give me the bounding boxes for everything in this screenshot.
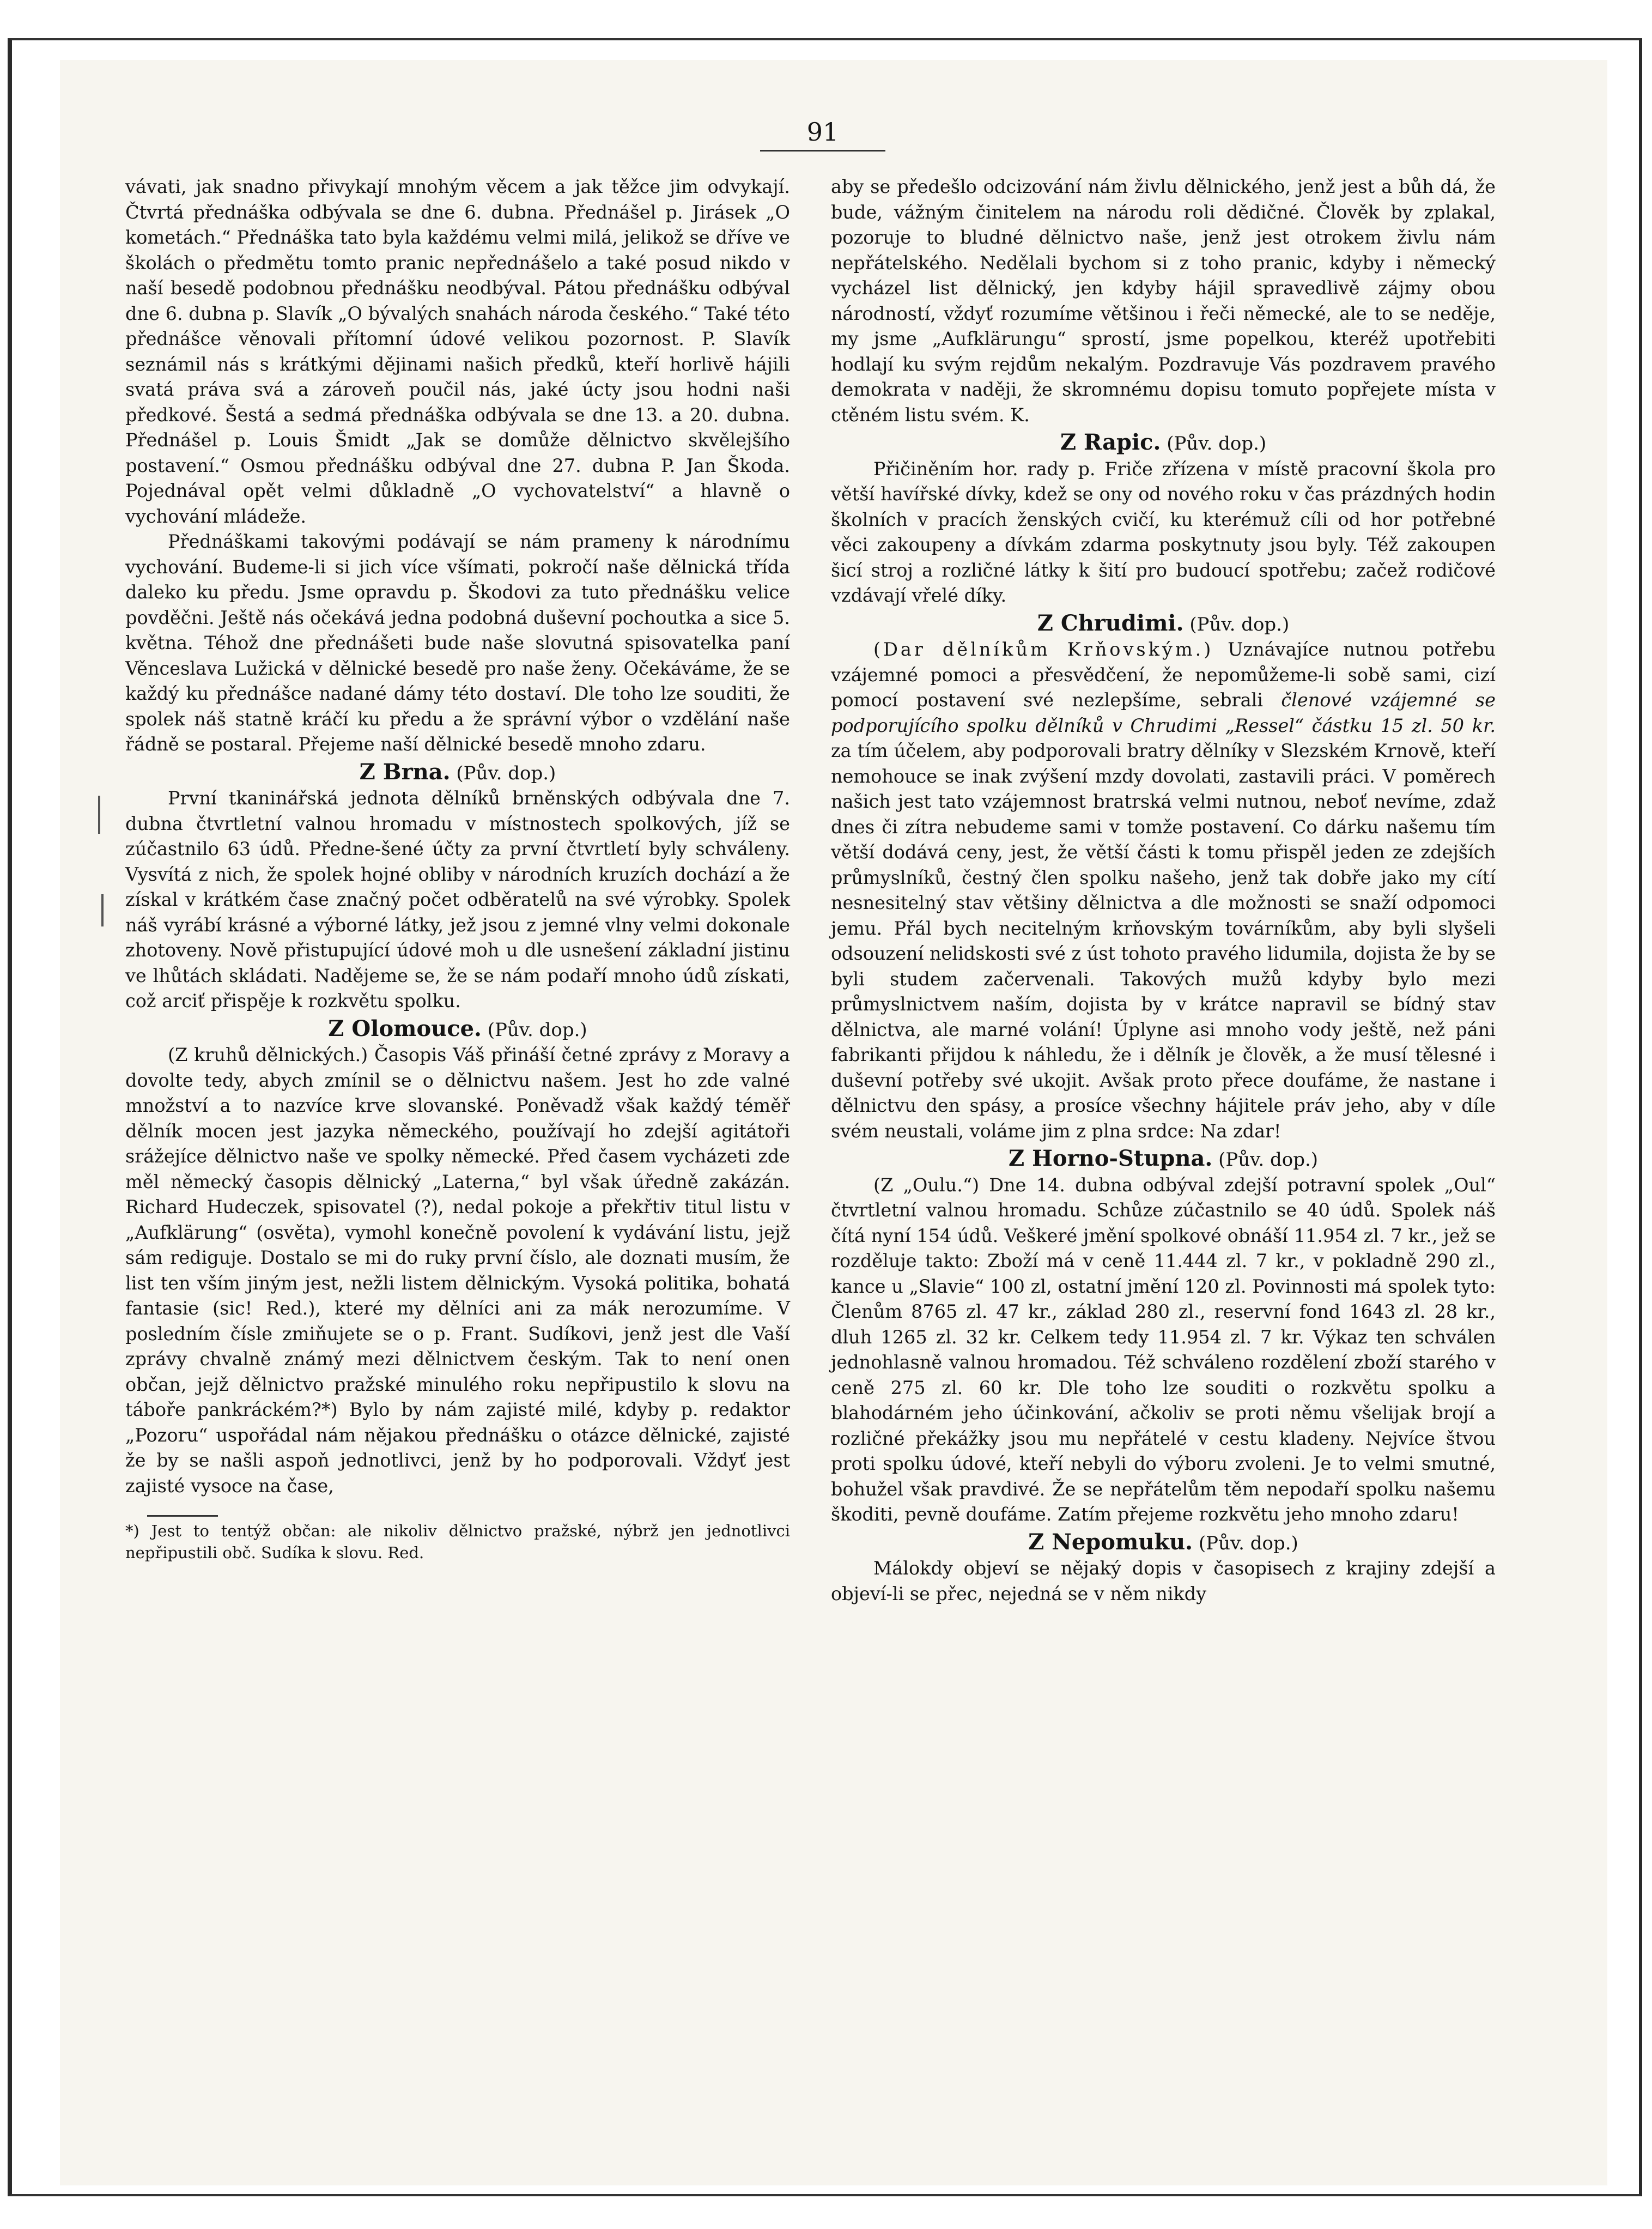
article-paragraph: (Z kruhů dělnických.) Časopis Váš přináší četné zprávy z Moravy a dovolte tedy, abych zmínil se o dělnictvu našem. Jest ho zde valné množství a to nazvíce krve slovanské. Poněvadž však každý téměř dělník mocen jest jazyka německého, používají ho zdejší agitátoři srážejíce dělnictvo naše ve spolky německé. Před časem vycházeti zde měl německý časopis dělnický „Laterna,“ byl však úředně zakázán. Richard Hudeczek, spisovatel (?), nedal pokoje a překřtiv titul listu v „Aufklärung“ (osvěta), vymohl konečně povolení k vydávání listu, jejž sám rediguje. Dostalo se mi do ruky první číslo, ale doznati musím, že list ten vším jiným jest, nežli listem dělnickým. Vysoká politika, bohatá fantasie (sic! Red.), které my dělníci ani za mák nerozumíme. V posledním čísle zmiňujete se o p. Frant. Sudíkovi, jenž jest dle Vaší zprávy chvalně známý mezi dělnictvem českým. Tak to není onen občan, jejž dělnictvo pražské minulého roku nepřipustilo k slovu na táboře pankráckém?*) Bylo by nám zajisté milé, kdyby p. redaktor „Pozoru“ uspořádal nám nějakou přednášku o otázce dělnické, zajisté že by se našli aspoň jednotlivci, jenž by ho podporovali. Vždyť jest zajisté vysoce na čase, (125, 1044, 790, 1497)
spaced-lead: (Dar dělníkům Krňovským.) (873, 639, 1214, 660)
page-number: 91 (760, 117, 885, 152)
heading-tag: (Pův. dop.) (1198, 1532, 1298, 1554)
margin-mark (98, 796, 100, 834)
article-paragraph: Přednáškami takovými podávají se nám prameny k národnímu vychování. Budeme-li si jich více všímati, pokročí naše dělnická třída daleko ku předu. Jsme opravdu p. Škodovi za tuto přednášku velice povděčni. Ještě nás očekává jedna podobná duševní pochoutka a sice 5. května. Téhož dne přednášeti bude naše slovutná spisovatelka paní Věnceslava Lužická v dělnické besedě pro naše ženy. Očekáváme, že se každý ku přednášce nadané dámy této dostaví. Dle toho lze souditi, že spolek náš statně kráčí ku předu a že správní výbor o vzdělání naše řádně se postaral. Přejeme naší dělnické besedě mnoho zdaru. (125, 531, 790, 755)
article-paragraph (831, 637, 1496, 1144)
section-heading-rapic (831, 430, 1496, 457)
article-paragraph: aby se předešlo odcizování nám živlu dělnického, jenž jest a bůh dá, že bude, vážným činitelem na národu roli dědičné. Člověk by zplakal, pozoruje to bludné dělnictvo naše, jenž jest otrokem živlu nám nepřátelského. Nedělali bychom si z toho pranic, kdyby i německý vycházel list dělnický, jen kdyby hájil spravedlivě zájmy obou národností, vždyť rozumíme většinou i řeči německé, ale to se neděje, my jsme „Aufklärungu“ sprostí, jsme popelkou, kteréž upotřebiti hodlají ku svým rejdům nekalým. Pozdravuje Vás pozdravem pravého demokrata v naději, že skromnému dopisu tomuto popřejete místa v ctěném listu svém. K. (831, 176, 1496, 426)
heading-place: Z Olomouce. (328, 1015, 482, 1041)
section-heading-chrudim (831, 611, 1496, 638)
section-heading-brna (125, 760, 790, 786)
article-paragraph: Málokdy objeví se nějaký dopis v časopisech z krajiny zdejší a objeví-li se přec, nejedná se v něm nikdy (831, 1558, 1496, 1604)
section-heading-olomouc (125, 1016, 790, 1043)
footnote: *) Jest to tentýž občan: ale nikoliv dělnictvo pražské, nýbrž jen jednotlivci nepřipustili obč. Sudíka k slovu. Red. (125, 1522, 790, 1562)
right-column (831, 174, 1496, 1607)
article-paragraph: vávati, jak snadno přivykají mnohým věcem a jak těžce jim odvykají. Čtvrtá přednáška odbývala se dne 6. dubna. Přednášel p. Jirásek „O kometách.“ Přednáška tato byla každému velmi milá, jelikož se dříve ve školách o předmětu tomto pranic nepřednášelo a také posud nikdo v naší besedě podobnou přednášku neodbýval. Pátou přednášku odbýval dne 6. dubna p. Slavík „O bývalých snahách národa českého.“ Také této přednášce věnovali přítomní údové velikou pozornost. P. Slavík seznámil nás s krátkými dějinami našich předků, kteří horlivě hájili svatá práva svá a zároveň poučil nás, jaké úcty jsou hodni naši předkové. Šestá a sedmá přednáška odbývala se dne 13. a 20. dubna. Přednášel p. Louis Šmidt „Jak se domůže dělnictvo skvělejšího postavení.“ Osmou přednášku odbýval dne 27. dubna P. Jan Škoda. Pojednával opět velmi důkladně „O vychovatelství“ a hlavně o vychování mládeže. (125, 176, 790, 527)
heading-place: Z Rapic. (1060, 429, 1161, 455)
italic-run: členové vzájemné se podporujícího spolku dělníků v Chrudimi „Ressel“ částku 15 zl. 50 kr. (831, 689, 1496, 736)
text-run: za tím účelem, aby podporovali bratry dělníky v Slezském Krnově, kteří nemohouce se inak zvýšení mzdy dovolati, zastavili práci. V poměrech našich jest tato vzájemnost bratrská velmi nutnou, neboť nevíme, zdaž dnes či zítra nebudeme sami v tomže postavení. Co dárku našemu tím větší dodává ceny, jest, že větší části k tomu přispěl jeden ze zdejších průmyslníků, čestný člen spolku našeho, jenž tak dobře jako my cítí nesnesitelný stav většiny dělnictva a dle možnosti se snaží odpomoci jemu. Přál bych necitelným krňovským továrníkům, aby byli slyšeli odsouzení nelidskosti své z úst tohoto pravého lidumila, dojista že by se byli studem začervenali. Takových mužů kdyby bylo mezi průmyslnictvem naším, dojista by v krátce napravil se bídný stav dělnictva, ale marné volání! Úplyne asi mnoho vody ještě, než páni fabrikanti přijdou k náhledu, že i dělník je člověk, a že musí tělesné i duševní potřeby své ukojit. Avšak proto přece doufáme, že nastane i dělnictvu den spásy, a prosíce všechny hájitele práv jeho, aby v díle svém neustali, voláme jim z plna srdce: Na zdar! (831, 740, 1496, 1142)
text-run: Uznávajíce nutnou potřebu vzájemné pomoci a přesvědčení, že nepomůžeme-li sobě sami, cizí pomocí postavení své nezlepšíme, sebrali (831, 639, 1496, 711)
section-heading-nepomuk (831, 1530, 1496, 1556)
left-column (125, 174, 790, 1564)
article-paragraph: Přičiněním hor. rady p. Friče zřízena v místě pracovní škola pro větší havířské dívky, kdež se ony od nového roku v čas prázdných hodin školních v pracích ženských cvičí, ku kterémuž cíli od hor potřebné věci zakoupeny a dívkám zdarma poskytnuty jsou byly. Též zakoupen šicí stroj a rozličné látky k šití pro budoucí spotřebu; začež rodičové vzdávají vřelé díky. (831, 458, 1496, 606)
footnote-rule (147, 1515, 218, 1517)
heading-place: Z Nepomuku. (1028, 1529, 1193, 1555)
heading-tag: (Pův. dop.) (456, 762, 556, 784)
heading-tag: (Pův. dop.) (1218, 1149, 1319, 1171)
heading-tag: (Pův. dop.) (1189, 613, 1290, 635)
heading-place: Z Horno-Stupna. (1008, 1146, 1213, 1171)
heading-tag: (Pův. dop.) (487, 1019, 587, 1041)
article-paragraph: (Z „Oulu.“) Dne 14. dubna odbýval zdejší potravní spolek „Oul“ čtvrtletní valnou hromadu. Schůze zúčastnilo se 40 údů. Spolek náš čítá nyní 154 údů. Veškeré jmění spolkové obnáší 11.954 zl. 7 kr., jež se rozděluje takto: Zboží má v ceně 11.444 zl. 7 kr., v pokladně 290 zl., kance u „Slavie“ 100 zl, ostatní jmění 120 zl. Povinnosti má spolek tyto: Členům 8765 zl. 47 kr., základ 280 zl., reservní fond 1643 zl. 28 kr., dluh 1265 zl. 32 kr. Celkem tedy 11.954 zl. 7 kr. Výkaz ten schválen jednohlasně valnou hromadou. Též schváleno rozdělení zboží starého v ceně 275 zl. 60 kr. Dle toho lze souditi o rozkvětu spolku a blahodárném jeho účinkování, ačkoliv se proti němu všelijak brojí a rozličné překážky jsou mu nepřátelé v cestu kladeny. Nejvíce štvou proti spolku údové, kteří nebyli do výboru zvoleni. Je to velmi smutné, bohužel však pravdivé. Že se nepřátelům těm nepodaří spolku našemu škoditi, pevně doufáme. Zatím přejeme rozkvětu jeho mnoho zdaru! (831, 1174, 1496, 1525)
section-heading-horno-stupna (831, 1146, 1496, 1173)
heading-tag: (Pův. dop.) (1167, 433, 1267, 455)
heading-place: Z Brna. (359, 759, 451, 785)
article-paragraph: První tkaninářská jednota dělníků brněnských odbývala dne 7. dubna čtvrtletní valnou hromadu v místnostech spolkových, jíž se zúčastnilo 63 údů. Předne-šené účty za první čtvrtletí byly schváleny. Vysvítá z nich, že spolek hojné obliby v národních kruzích dochází a že získal v krátkém čase značný počet odběratelů na své výrobky. Spolek náš vyrábí krásné a výborné látky, jež jsou z jemné vlny velmi dokonale zhotoveny. Nově přistupující údové moh u dle usnešení základní jistinu ve lhůtách skládati. Nadějeme se, že se nám podaří mnoho údů získati, což arciť přispěje k rozkvětu spolku. (125, 788, 790, 1011)
heading-place: Z Chrudimi. (1037, 610, 1184, 636)
margin-mark (101, 894, 104, 926)
